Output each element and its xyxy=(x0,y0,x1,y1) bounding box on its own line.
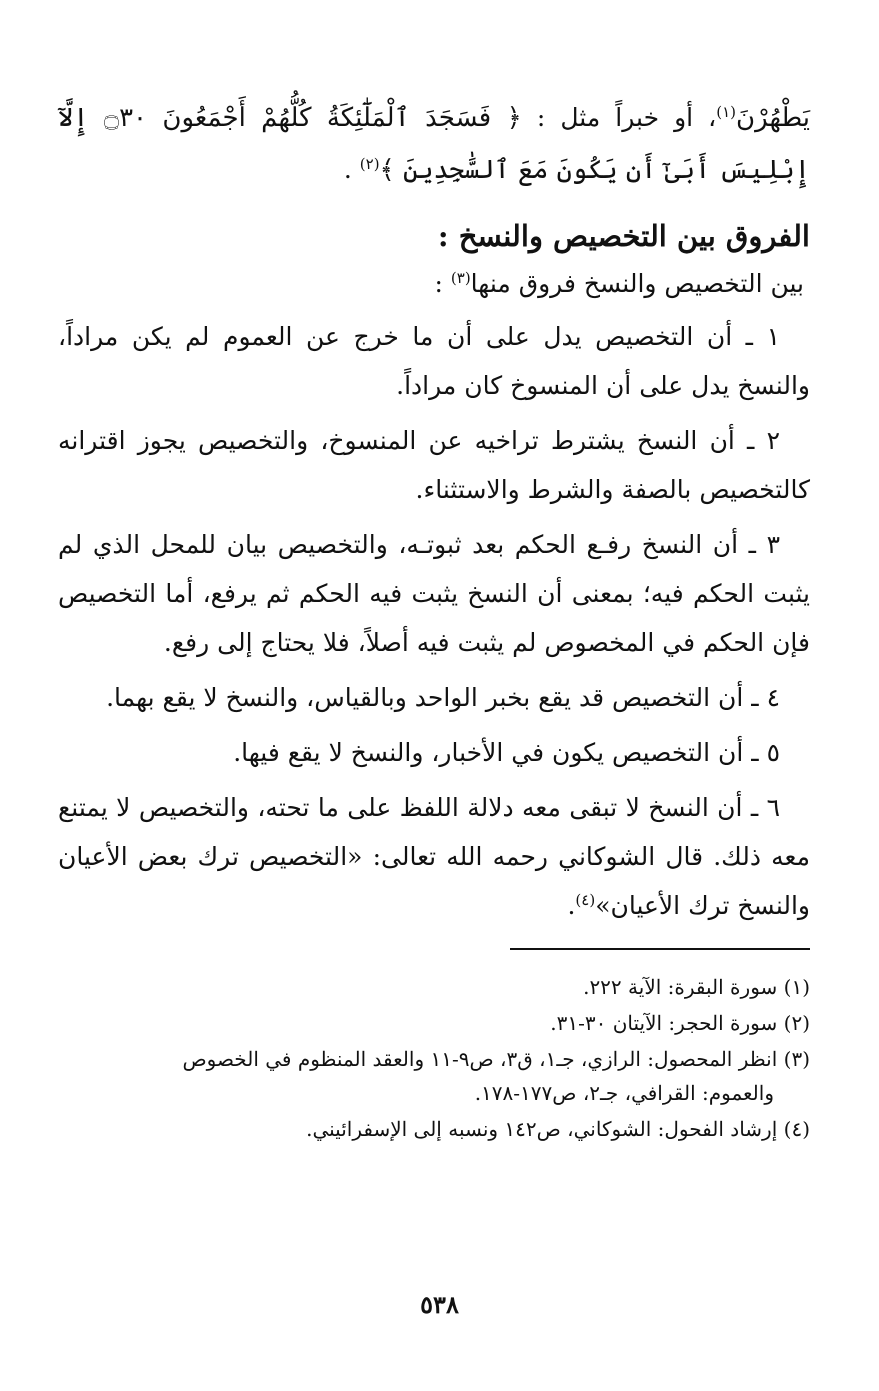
page-body xyxy=(58,92,810,1148)
intro-line xyxy=(58,264,804,304)
footnote-2: (٢) سورة الحجر: الآيتان ٣٠-٣١. xyxy=(550,1011,810,1035)
verse-end: . xyxy=(343,155,360,184)
footnote-1: (١) سورة البقرة: الآية ٢٢٢. xyxy=(583,975,810,999)
difference-point-2: ٢ ـ أن النسخ يشترط تراخيه عن المنسوخ، والتخصيص يجوز اقترانه كالتخصيص بالصفة والشرط والاستثناء. xyxy=(58,426,810,504)
difference-point-4: ٤ ـ أن التخصيص قد يقع بخبر الواحد وبالقياس، والنسخ لا يقع بهما. xyxy=(106,683,780,712)
intro-end: : xyxy=(434,269,451,298)
footnote-divider xyxy=(510,948,810,950)
footnote-4: (٤) إرشاد الفحول: الشوكاني، ص١٤٢ ونسبه إلى الإسفرائيني. xyxy=(306,1117,810,1141)
difference-point-1: ١ ـ أن التخصيص يدل على أن ما خرج عن العموم لم يكن مراداً، والنسخ يدل على أن المنسوخ كان مراداً. xyxy=(58,322,810,400)
page-number: ٥٣٨ xyxy=(420,1290,459,1319)
section-heading: الفروق بين التخصيص والنسخ : xyxy=(437,219,810,253)
footnote-3 xyxy=(58,1042,810,1110)
difference-point-3: ٣ ـ أن النسخ رفـع الحكم بعد ثبوتـه، والتخصيص بيان للمحل الذي لم يثبت الحكم فيه؛ بمعنى أن النسخ يثبت فيه الحكم ثم يرفع، أما التخصيص فإن الحكم في المخصوص لم يثبت فيه أصلاً، فلا يحتاج إلى رفع. xyxy=(58,530,810,657)
footnote-ref-4[interactable]: (٤) xyxy=(575,891,596,909)
footnote-3-continuation: والعموم: القرافي، جـ٢، ص١٧٧-١٧٨. xyxy=(474,1081,774,1105)
footnote-3-text: (٣) انظر المحصول: الرازي، جـ١، ق٣، ص٩-١١ والعقد المنظوم في الخصوص xyxy=(182,1047,810,1071)
difference-point-6 xyxy=(58,783,810,930)
point6-text: ٦ ـ أن النسخ لا تبقى معه دلالة اللفظ على ما تحته، والتخصيص لا يمتنع معه ذلك. قال الشوكاني رحمه الله تعالى: «التخصيص ترك بعض الأعيان والنسخ ترك الأعيان» xyxy=(58,793,810,920)
verse-paragraph xyxy=(58,92,810,196)
footnote-ref-2[interactable]: (٢) xyxy=(359,155,380,173)
point6-end: . xyxy=(567,891,576,920)
quran-quote: ﴿ فَسَجَدَ ٱلْمَلَٰٓئِكَةُ كُلُّهُمْ أَجْمَعُونَ ۝٣٠ إِلَّآ إِبْلِيسَ أَبَىٰٓ أَن يَكُونَ مَعَ ٱلسَّٰجِدِينَ ﴾ xyxy=(58,103,810,185)
intro-text: بين التخصيص والنسخ فروق منها xyxy=(470,269,804,298)
footnote-ref-3[interactable]: (٣) xyxy=(450,269,471,287)
verse-word: يَطْهُرْنَ xyxy=(736,103,811,133)
verse-connector: ، أو خبراً مثل : xyxy=(521,103,717,132)
difference-point-5: ٥ ـ أن التخصيص يكون في الأخبار، والنسخ لا يقع فيها. xyxy=(233,738,780,767)
footnote-ref-1[interactable]: (١) xyxy=(716,103,737,121)
